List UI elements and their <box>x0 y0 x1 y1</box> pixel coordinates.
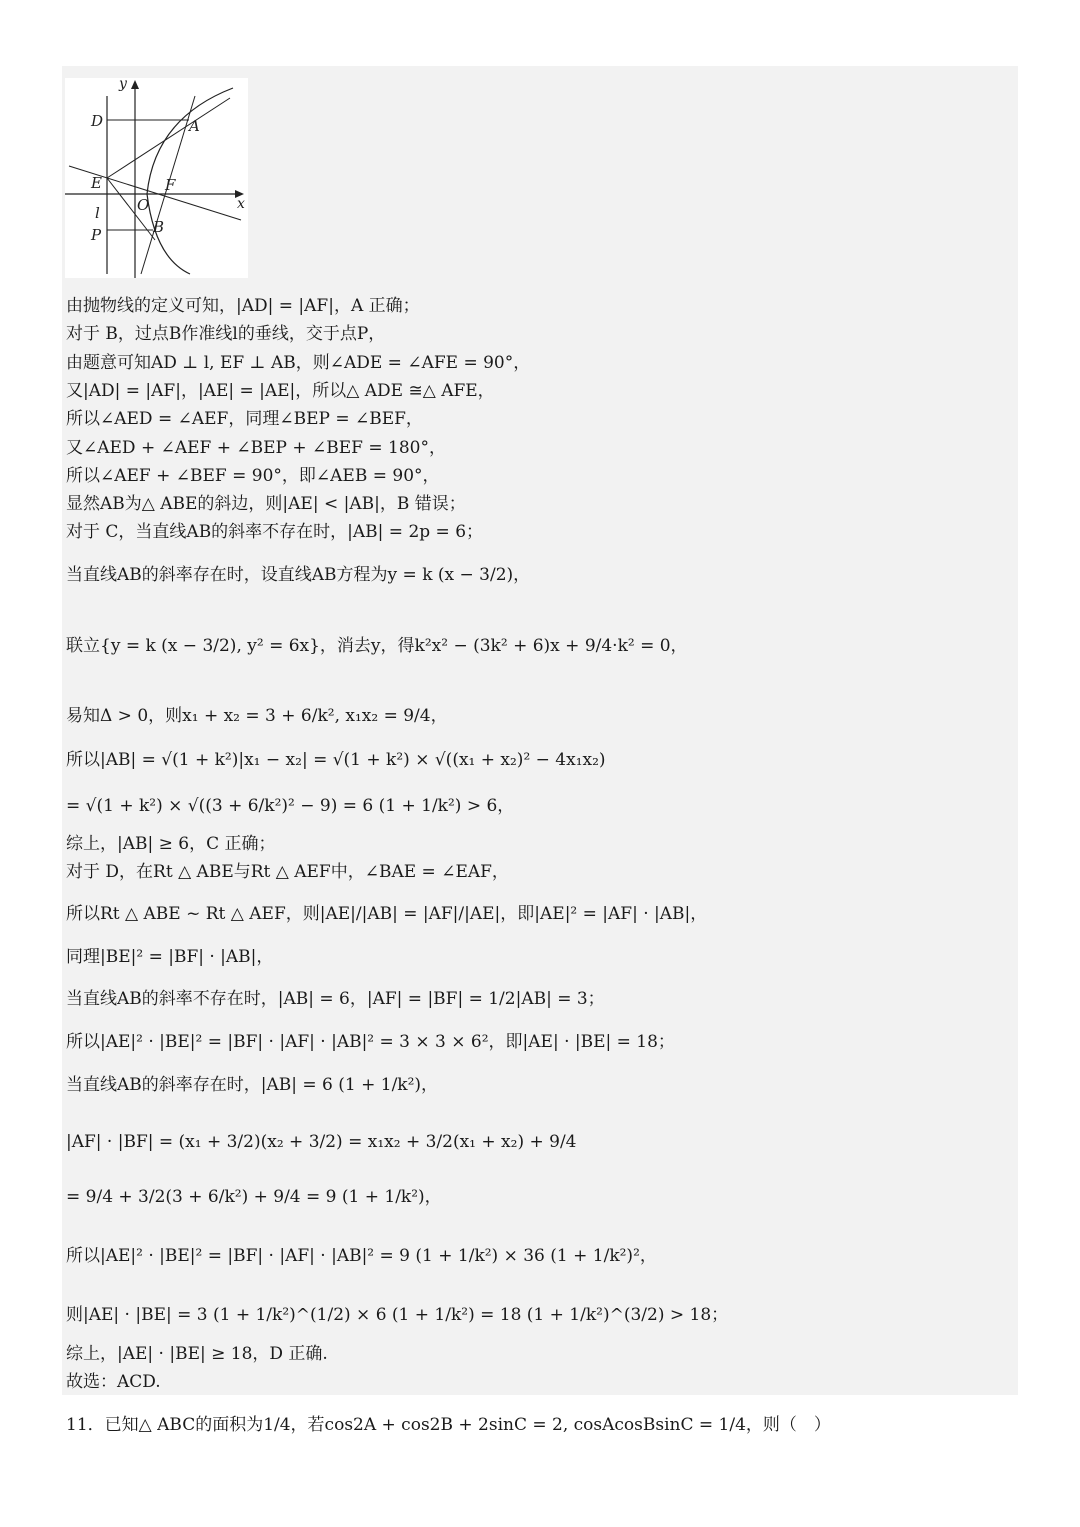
solution-line: 对于 D，在Rt △ ABE与Rt △ AEF中，∠BAE = ∠EAF， <box>66 862 509 882</box>
solution-line: 易知Δ > 0，则x₁ + x₂ = 3 + 6/k², x₁x₂ = 9/4， <box>66 706 448 726</box>
solution-line: 所以|AB| = √(1 + k²)|x₁ − x₂| = √(1 + k²) × √((x₁ + x₂)² − 4x₁x₂) <box>66 750 606 770</box>
solution-line: 则|AE| · |BE| = 3 (1 + 1/k²)^(1/2) × 6 (1 + 1/k²) = 18 (1 + 1/k²)^(3/2) > 18； <box>66 1305 729 1325</box>
label-d: D <box>91 112 104 130</box>
solution-line: |AF| · |BF| = (x₁ + 3/2)(x₂ + 3/2) = x₁x₂ + 3/2(x₁ + x₂) + 9/4 <box>66 1132 577 1152</box>
question-11: 11．已知△ ABC的面积为1/4，若cos2A + cos2B + 2sinC = 2, cosAcosBsinC = 1/4，则（ ） <box>66 1415 831 1435</box>
label-a: A <box>189 117 200 135</box>
y-axis-arrow <box>131 80 139 89</box>
solution-line: 所以∠AED = ∠AEF，同理∠BEP = ∠BEF， <box>66 409 423 429</box>
solution-line: 显然AB为△ ABE的斜边，则|AE| < |AB|，B 错误； <box>66 494 466 514</box>
label-b: B <box>153 218 165 236</box>
parabola-diagram <box>65 78 248 278</box>
label-e: E <box>91 174 102 192</box>
solution-line: 对于 B，过点B作准线l的垂线，交于点P， <box>66 324 386 344</box>
label-p: P <box>91 226 102 244</box>
solution-line: 所以Rt △ ABE ~ Rt △ AEF，则|AE|/|AB| = |AF|/|AE|，即|AE|² = |AF| · |AB|， <box>66 904 708 924</box>
solution-line: 所以∠AEF + ∠BEF = 90°，即∠AEB = 90°， <box>66 466 440 486</box>
solution-line: 综上，|AE| · |BE| ≥ 18，D 正确. <box>66 1344 328 1364</box>
label-o: O <box>137 196 150 214</box>
label-y: y <box>119 78 127 92</box>
solution-line: 又|AD| = |AF|，|AE| = |AE|，所以△ ADE ≅△ AFE， <box>66 381 495 401</box>
solution-line: 由抛物线的定义可知，|AD| = |AF|，A 正确； <box>66 296 420 316</box>
solution-line: 故选：ACD. <box>66 1372 161 1392</box>
solution-line: 所以|AE|² · |BE|² = |BF| · |AF| · |AB|² = 9 (1 + 1/k²) × 36 (1 + 1/k²)²， <box>66 1246 657 1266</box>
solution-line: = 9/4 + 3/2(3 + 6/k²) + 9/4 = 9 (1 + 1/k²)， <box>66 1187 442 1207</box>
solution-line: 当直线AB的斜率存在时，|AB| = 6 (1 + 1/k²)， <box>66 1075 439 1095</box>
solution-line: 当直线AB的斜率不存在时，|AB| = 6，|AF| = |BF| = 1/2|AB| = 3； <box>66 989 605 1009</box>
label-l: l <box>95 204 100 222</box>
label-x: x <box>237 196 245 212</box>
line-ea <box>107 98 230 178</box>
solution-line: 当直线AB的斜率存在时，设直线AB方程为y = k (x − 3/2)， <box>66 565 531 585</box>
label-f: F <box>165 176 176 194</box>
solution-line: 由题意可知AD ⊥ l, EF ⊥ AB，则∠ADE = ∠AFE = 90°， <box>66 353 531 373</box>
parabola-curve <box>147 88 233 274</box>
parabola-figure <box>65 78 248 278</box>
solution-line: = √(1 + k²) × √((3 + 6/k²)² − 9) = 6 (1 + 1/k²) > 6， <box>66 796 515 816</box>
solution-line: 同理|BE|² = |BF| · |AB|， <box>66 947 274 967</box>
solution-line: 联立{y = k (x − 3/2), y² = 6x}，消去y，得k²x² − (3k² + 6)x + 9/4·k² = 0， <box>66 636 688 656</box>
solution-line: 对于 C，当直线AB的斜率不存在时，|AB| = 2p = 6； <box>66 522 484 542</box>
solution-line: 又∠AED + ∠AEF + ∠BEP + ∠BEF = 180°， <box>66 438 446 458</box>
solution-line: 综上，|AB| ≥ 6，C 正确； <box>66 834 276 854</box>
solution-line: 所以|AE|² · |BE|² = |BF| · |AF| · |AB|² = 3 × 3 × 6²，即|AE| · |BE| = 18； <box>66 1032 675 1052</box>
